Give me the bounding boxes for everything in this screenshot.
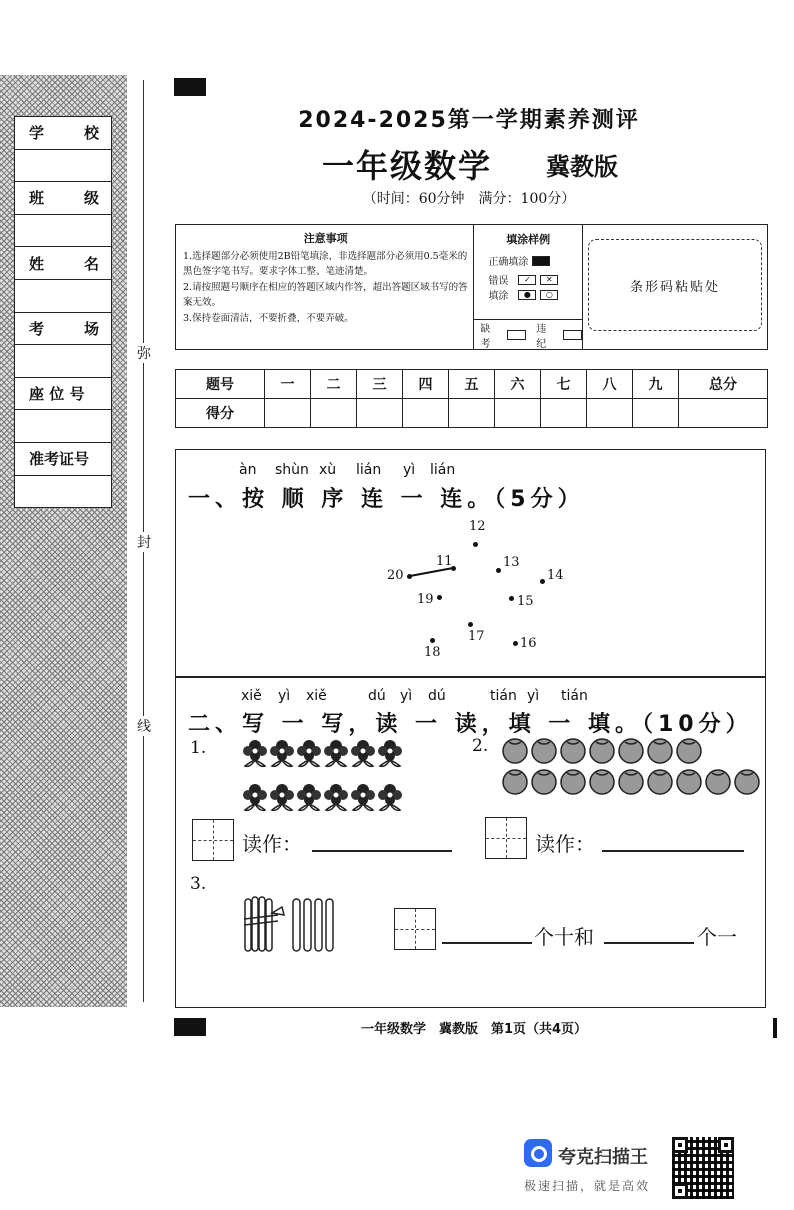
cross-mark-icon: ✕	[540, 275, 558, 285]
notice-box	[175, 224, 768, 350]
section-connect-dots: àn shùn xù lián yì lián 一、按 顺 序 连 一 连。（5分） 12 11 13 20 14 19 15 17 16 18	[175, 449, 766, 677]
notice-item-3: 3.保持卷面清洁，不要折叠，不要弄破。	[183, 312, 354, 324]
dot-16[interactable]	[513, 641, 518, 646]
notice-item-2: 2.请按照题号顺序在相应的答题区域内作答，超出答题区域书写的答案无效。	[183, 281, 468, 308]
time-info: （时间：60分钟 满分：100分）	[362, 191, 576, 207]
fill-example	[474, 225, 583, 349]
section1-title: 一、按 顺 序 连 一 连。（5分）	[188, 487, 585, 512]
dot-15[interactable]	[509, 596, 514, 601]
answer-box-3[interactable]	[394, 908, 436, 950]
ones-answer-line[interactable]	[604, 942, 694, 944]
seat-field[interactable]	[15, 410, 111, 443]
fill-title: 填涂样例	[506, 233, 551, 246]
section2-title: 二、写 一 写，读 一 读，填 一 填。（10分）	[188, 712, 753, 737]
wrong-fill-row-1: 错误 ✓ ✕	[474, 272, 582, 287]
counting-sticks-icon	[242, 893, 342, 955]
room-field[interactable]	[15, 345, 111, 378]
dot-13[interactable]	[496, 568, 501, 573]
name-label: 姓 名	[15, 247, 111, 280]
dot-19[interactable]	[437, 595, 442, 600]
answer-box-2[interactable]	[485, 817, 527, 859]
school-label: 学 校	[15, 117, 111, 150]
class-label: 班 级	[15, 182, 111, 215]
tens-answer-line[interactable]	[442, 942, 532, 944]
circle-fill-icon: ○	[540, 290, 558, 300]
scanner-slogan: 极速扫描，就是高效	[524, 1179, 651, 1193]
subject-title: 一年级数学	[322, 147, 493, 185]
notice-item-1: 1.选择题部分必须使用2B铅笔填涂，非选择题部分必须用0.5毫米的黑色签字笔书写。要求字体工整、笔迹清楚。	[183, 250, 468, 277]
question-1-number: 1.	[190, 738, 207, 758]
correct-fill-row: 正确填涂	[474, 253, 582, 268]
wrong-fill-row-2: 填涂 ● ○	[474, 287, 582, 302]
question-2-number: 2.	[472, 736, 489, 756]
room-label: 考 场	[15, 313, 111, 346]
seal-char-2: 封	[136, 532, 152, 552]
class-field[interactable]	[15, 215, 111, 248]
violation-checkbox[interactable]	[563, 330, 582, 340]
absent-row: 缺考 违纪	[474, 319, 582, 349]
section-write-read-fill: xiě yì xiě dú yì dú tián yì tián 二、写 一 写，读 一 读，填 一 填。（10分） 1. 2. 读作： 读作： 3. 个十和 个一	[175, 677, 766, 1008]
school-field[interactable]	[15, 150, 111, 183]
dot-fill-icon: ●	[518, 290, 536, 300]
dot-17[interactable]	[468, 622, 473, 627]
dot-18[interactable]	[430, 638, 435, 643]
exam-title: 2024-2025第一学期素养测评	[298, 108, 640, 133]
position-mark-top	[174, 78, 206, 96]
dot-20[interactable]	[407, 574, 412, 579]
absent-checkbox[interactable]	[507, 330, 526, 340]
barcode-section	[583, 225, 767, 349]
score-table	[175, 369, 768, 428]
dot-14[interactable]	[540, 579, 545, 584]
student-info-box	[14, 116, 112, 508]
correct-fill-icon	[532, 256, 550, 266]
answer-box-1[interactable]	[192, 819, 234, 861]
tomatoes-icon	[501, 736, 766, 798]
dot-12[interactable]	[473, 542, 478, 547]
read-answer-line-1[interactable]	[312, 850, 452, 852]
page-footer: 一年级数学 冀教版 第1页（共4页）	[360, 1022, 588, 1037]
qr-code-icon	[672, 1137, 734, 1199]
name-field[interactable]	[15, 280, 111, 313]
notice-title: 注意事项	[303, 232, 348, 245]
check-mark-icon: ✓	[518, 275, 536, 285]
flowers-icon	[242, 736, 407, 826]
edition-title: 冀教版	[546, 153, 618, 181]
exam-id-field[interactable]	[15, 476, 111, 509]
scanner-logo-icon	[524, 1139, 552, 1167]
seal-char-3: 线	[136, 716, 152, 736]
seal-char-1: 弥	[136, 343, 152, 363]
score-row: 得分	[176, 399, 768, 428]
score-header-row: 题号 一 二 三 四 五 六 七 八 九 总分	[176, 370, 768, 399]
notice-text	[176, 225, 474, 349]
read-answer-line-2[interactable]	[602, 850, 744, 852]
seat-label: 座 位 号	[15, 378, 111, 411]
question-3-number: 3.	[190, 874, 207, 894]
exam-id-label: 准考证号	[15, 443, 111, 476]
scanner-app-name: 夸克扫描王	[558, 1147, 648, 1168]
barcode-area: 条形码粘贴处	[588, 239, 762, 331]
